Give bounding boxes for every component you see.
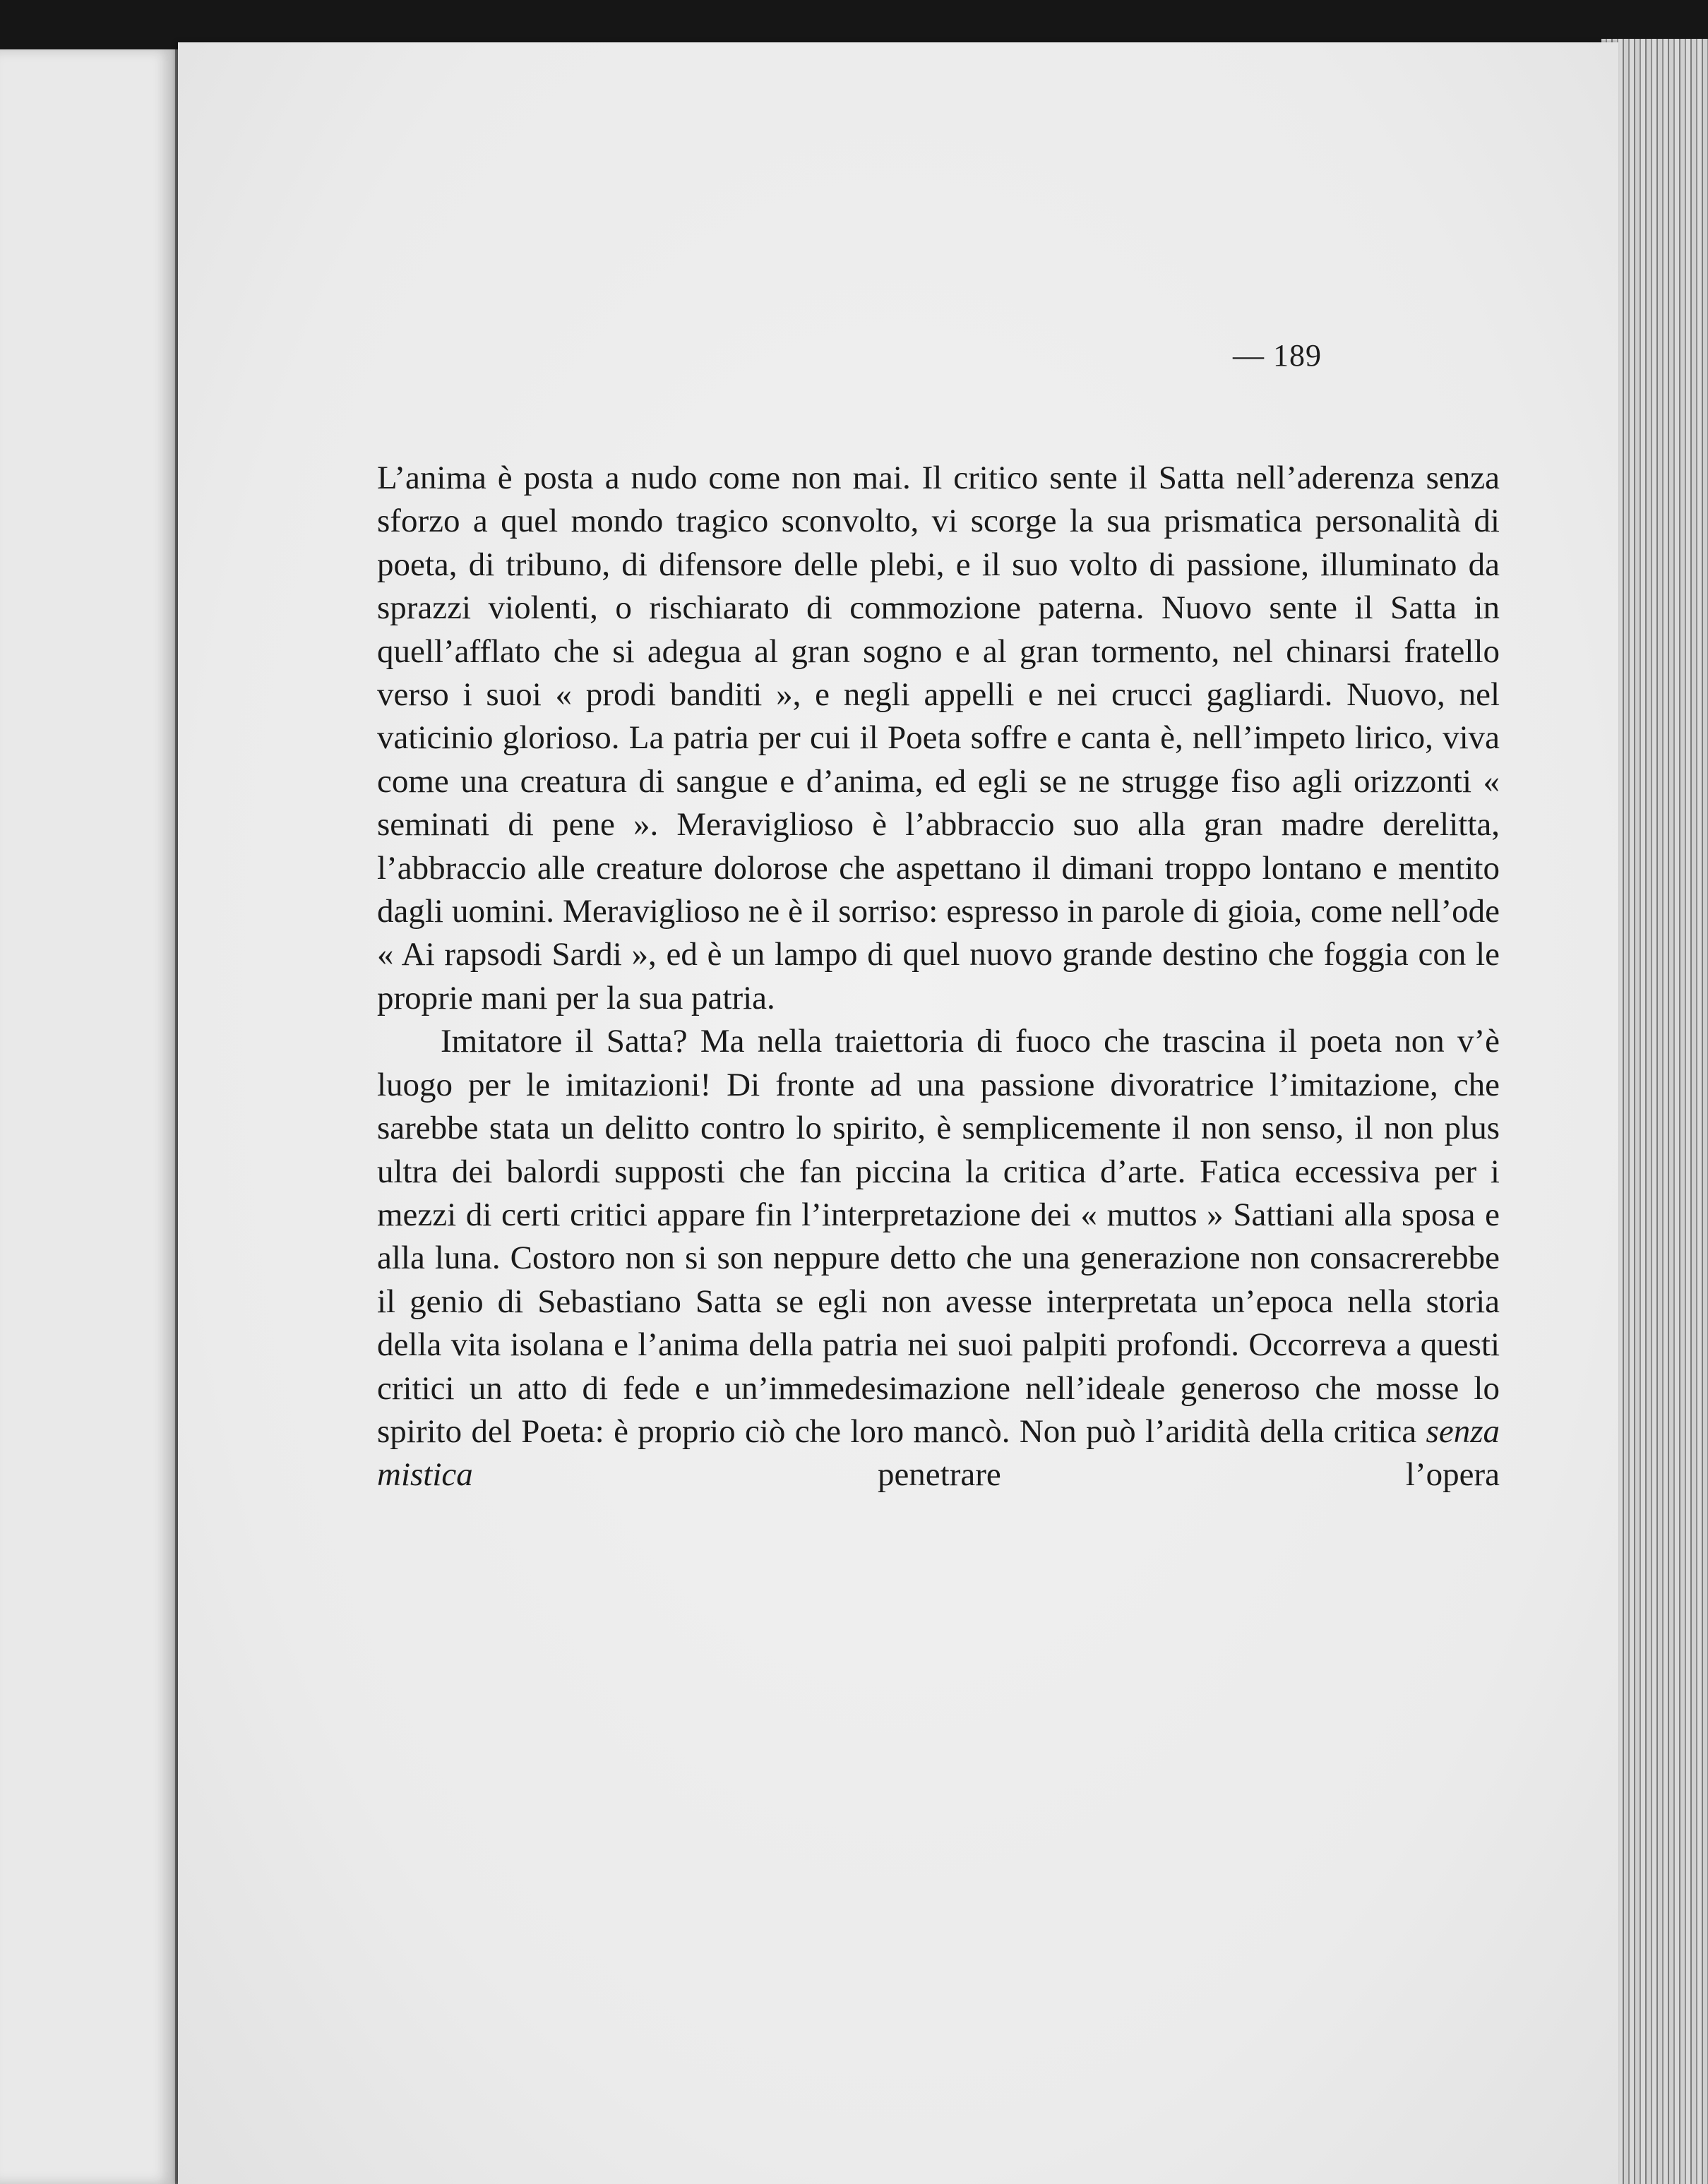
page-number: — 189 [1233, 338, 1322, 373]
paragraph-2-italic: senza mistica [377, 1412, 1500, 1494]
facing-page-edge [0, 49, 178, 2184]
body-text [377, 457, 1500, 1497]
paragraph-2-tail: penetrare l’opera [472, 1456, 1500, 1494]
paragraph-1: L’anima è posta a nudo come non mai. Il critico sente il Satta nell’aderenza senza sforzo a quel mondo tragico sconvolto, vi scorge la sua prismatica personalità di poeta, di tribuno, di difensore delle plebi, e il suo volto di passione, illuminato da sprazzi violenti, o rischiarato di commozione paterna. Nuovo sente il Satta in quell’afflato che si adegua al gran sogno e al gran tormento, nel chinarsi fratello verso i suoi « prodi banditi », e negli appelli e nei crucci gagliardi. Nuovo, nel vaticinio glorioso. La patria per cui il Poeta soffre e canta è, nell’impeto lirico, viva come una creatura di sangue e d’anima, ed egli se ne strugge fiso agli orizzonti « seminati di pene ». Meraviglioso è l’abbraccio suo alla gran madre derelitta, l’abbraccio alle creature dolorose che aspettano il dimani troppo lontano e mentito dagli uomini. Meraviglioso ne è il sorriso: espresso in parole di gioia, come nell’ode « Ai rapsodi Sardi », ed è un lampo di quel nuovo grande destino che foggia con le proprie mani per la sua patria. [377, 460, 1500, 1016]
paragraph-2 [377, 1020, 1500, 1496]
book-page [178, 42, 1618, 2184]
paragraph-2-text: Imitatore il Satta? Ma nella traiettoria di fuoco che trascina il poeta non v’è luogo per le imitazioni! Di fronte ad una passione divoratrice l’imitazione, che sarebbe stata un delitto contro lo spirito, è semplicemente il non senso, il non plus ultra dei balordi supposti che fan piccina la critica d’arte. Fatica eccessiva per i mezzi di certi critici appare fin l’interpretazione dei « muttos » Sattiani alla sposa e alla luna. Costoro non si son neppure detto che una generazione non consacrerebbe il genio di Sebastiano Satta se egli non avesse interpretata un’epoca nella storia della vita isolana e l’anima della patria nei suoi palpiti profondi. Occorreva a questi critici un atto di fede e un’immedesimazione nell’ideale generoso che mosse lo spirito del Poeta: è proprio ciò che loro mancò. Non può l’aridità della critica [377, 1023, 1500, 1450]
